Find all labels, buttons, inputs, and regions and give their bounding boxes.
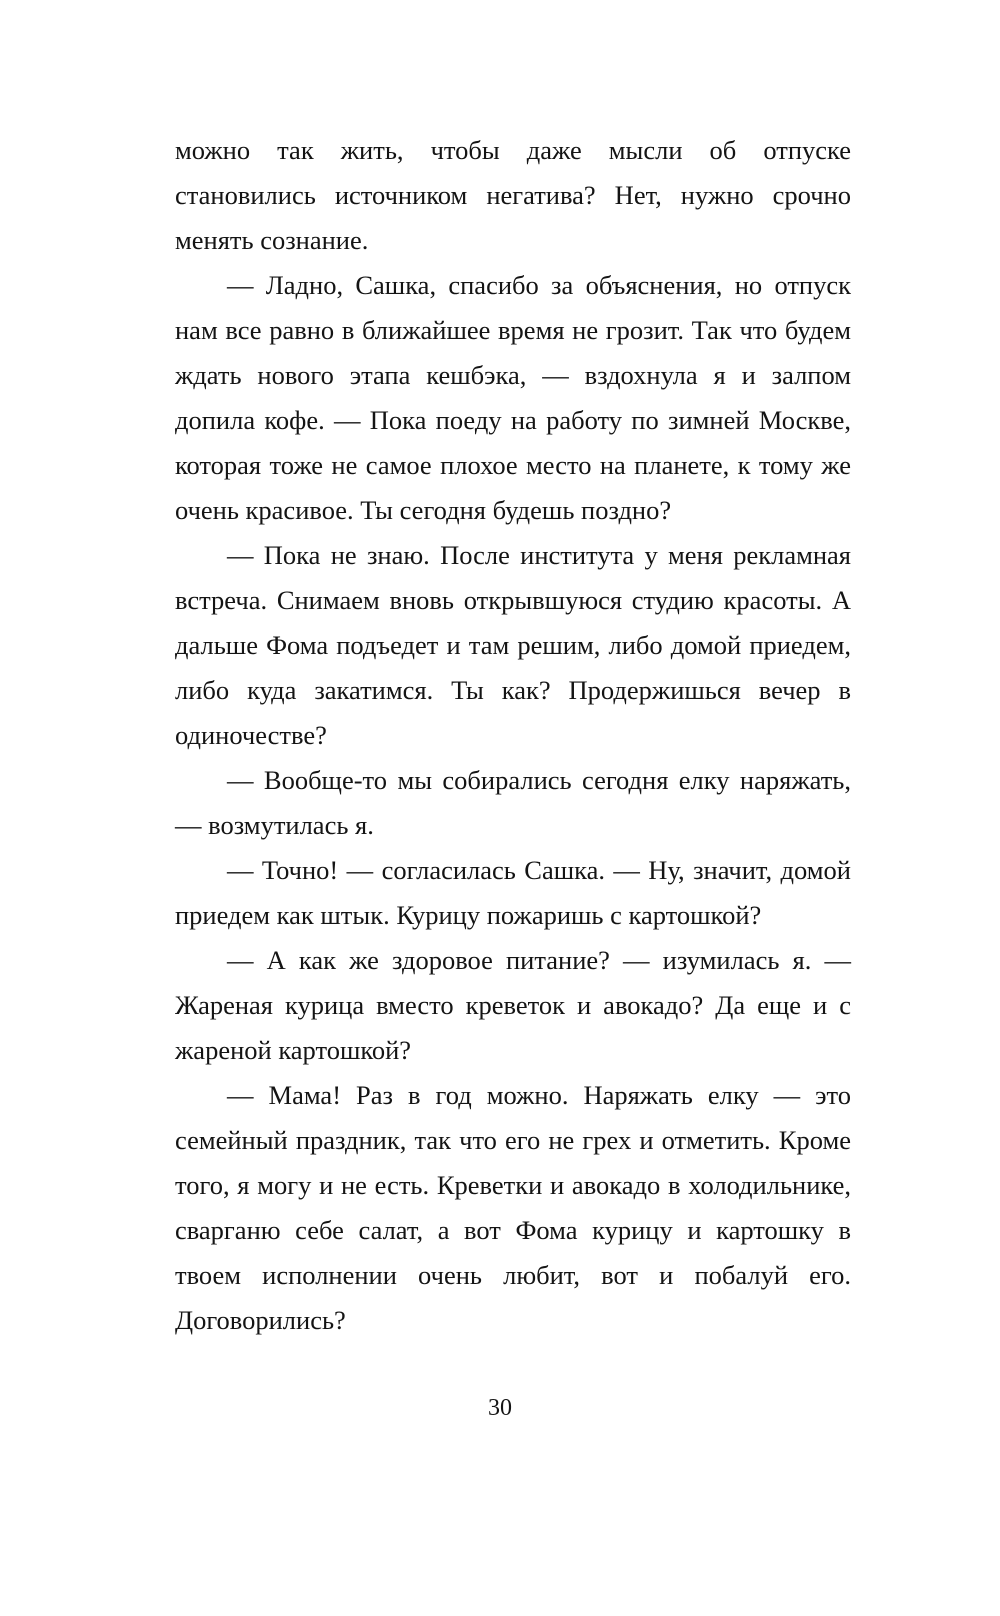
body-text-column xyxy=(175,128,851,1343)
paragraph: можно так жить, чтобы даже мысли об отпуске становились источником негатива? Нет, нужно срочно менять сознание. xyxy=(175,135,851,255)
paragraph: — А как же здоровое питание? — изумилась я. — Жареная курица вместо креветок и авокадо? Да еще и с жареной картошкой? xyxy=(175,945,851,1065)
paragraph: — Мама! Раз в год можно. Наряжать елку — это семейный праздник, так что его не грех и отметить. Кроме того, я могу и не есть. Креветки и авокадо в холодильнике, сварганю себе салат, а вот Фома курицу и картошку в твоем исполнении очень любит, вот и побалуй его. Договорились? xyxy=(175,1080,851,1335)
paragraph: — Пока не знаю. После института у меня рекламная встреча. Снимаем вновь открывшуюся студию красоты. А дальше Фома подъедет и там решим, либо домой приедем, либо куда закатимся. Ты как? Продержишься вечер в одиночестве? xyxy=(175,540,851,750)
paragraph: — Ладно, Сашка, спасибо за объяснения, но отпуск нам все равно в ближайшее время не грозит. Так что будем ждать нового этапа кешбэка, — вздохнула я и залпом допила кофе. — Пока поеду на работу по зимней Москве, которая тоже не самое плохое место на планете, к тому же очень красивое. Ты сегодня будешь поздно? xyxy=(175,270,851,525)
paragraph: — Вообще-то мы собирались сегодня елку наряжать, — возмутилась я. xyxy=(175,765,851,840)
page-number: 30 xyxy=(488,1395,512,1421)
paragraph: — Точно! — согласилась Сашка. — Ну, значит, домой приедем как штык. Курицу пожаришь с картошкой? xyxy=(175,855,851,930)
